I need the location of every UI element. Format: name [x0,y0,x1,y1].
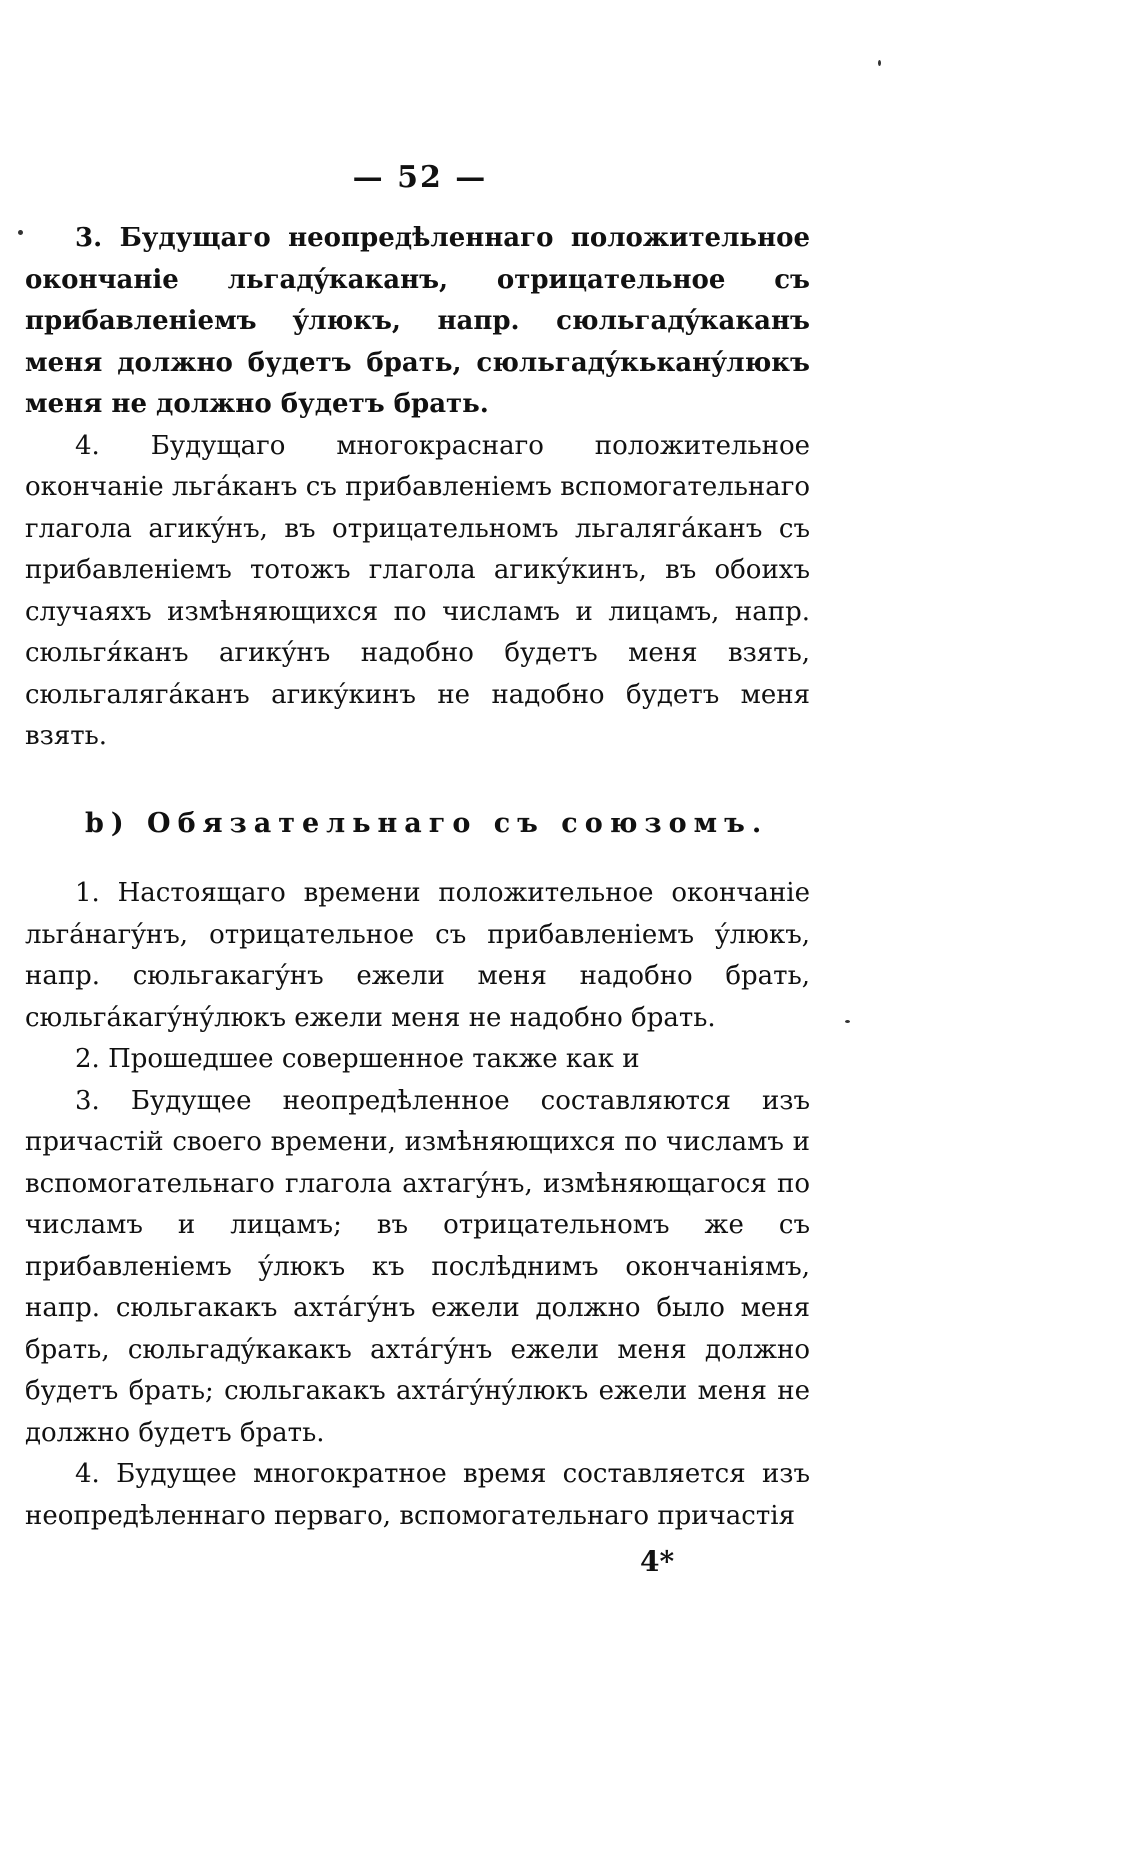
scan-speck [878,60,881,66]
paragraph-b-1: 1. Настоящаго времени положительное окончаніе льгáнагýнъ, отрицательное съ прибавленіемъ ýлюкъ, напр. сюльгакагýнъ ежели меня надобно брать, сюльгáкагýнýлюкъ ежели меня не надобно брать. [25,878,810,1033]
paragraph-b-3: 3. Будущее неопредѣленное составляются изъ причастій своего времени, измѣняющихся по числамъ и вспомогательнаго глагола ахтагýнъ, измѣняющагося по числамъ и лицамъ; въ отрицательномъ же съ прибавленіемъ ýлюкъ къ послѣднимъ окончаніямъ, напр. сюльгакакъ ахтáгýнъ ежели должно было меня брать, сюльгадýкакакъ ахтáгýнъ ежели меня должно будетъ брать; сюльгакакъ ахтáгýнýлюкъ ежели меня не должно будетъ брать. [25,1085,810,1448]
paragraph-b-2: 2. Прошедшее совершенное также как и [75,1044,640,1074]
page-number: — 52 — [352,160,488,195]
section-b-body [25,873,810,1537]
scan-speck [845,1020,850,1023]
paragraph-b-4: 4. Будущее многократное время составляется изъ неопредѣленнаго перваго, вспомогательнаго причастія [25,1459,810,1531]
paragraph-a-4: 4. Будущаго многокраснаго положительное окончаніе льга́канъ съ прибавленіемъ вспомогательнаго глагола агикýнъ, въ отрицательномъ льгалягáканъ съ прибавленіемъ тотожъ глагола агикýкинъ, въ обоихъ случаяхъ измѣняющихся по числамъ и лицамъ, напр. сюльгя́канъ агикýнъ надобно будетъ меня взять, сюльгалягáканъ агикýкинъ не надобно будетъ меня взять. [25,430,810,751]
section-b-heading: b) Обязательнаго съ союзомъ. [85,808,769,839]
signature-mark: 4* [640,1545,675,1578]
section-a-continuation [25,218,810,758]
scan-speck [18,230,23,235]
paragraph-a-3: 3. Будущаго неопредѣленнаго положительное окончаніе льгадýкаканъ, отрицательное съ прибавленіемъ ýлюкъ, напр. сюльгадýкаканъ меня должно будетъ брать, сюльгадýкьканýлюкъ меня не должно будетъ брать. [25,223,810,419]
